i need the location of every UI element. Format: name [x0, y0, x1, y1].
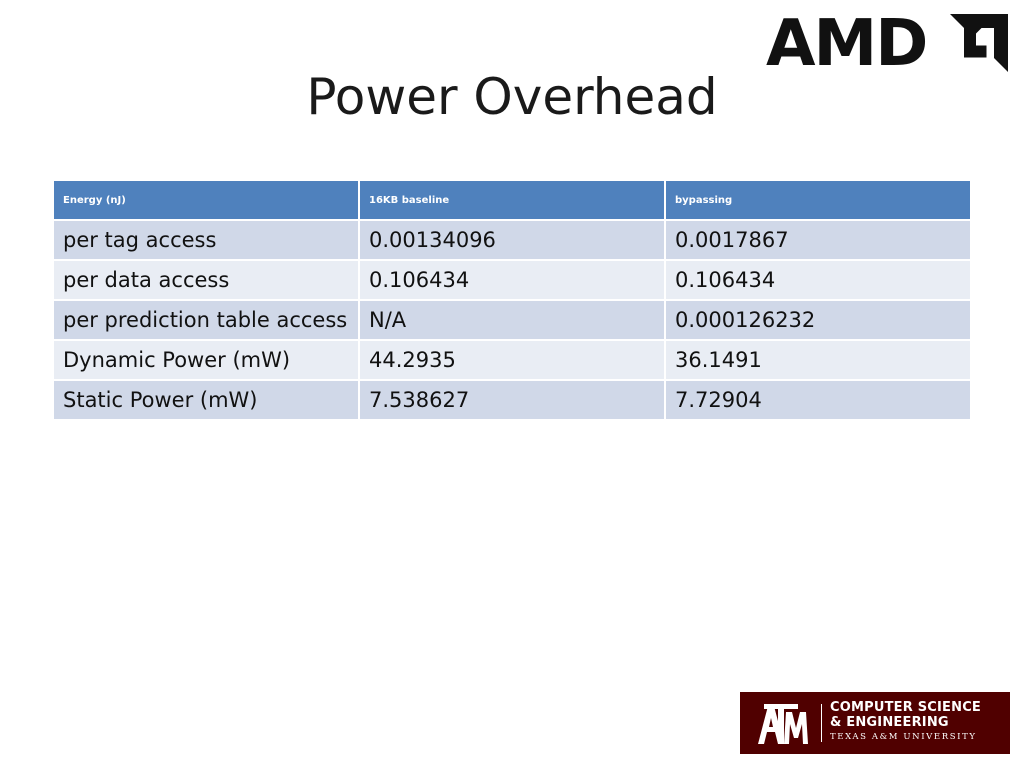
- amd-wordmark: AMD: [766, 7, 927, 81]
- logo-divider: [821, 704, 822, 742]
- row-label: Dynamic Power (mW): [53, 340, 359, 380]
- bypassing-value: 7.72904: [665, 380, 971, 420]
- table-row: [53, 300, 971, 340]
- header-cell: 16KB baseline: [359, 180, 665, 220]
- atm-icon: [750, 698, 812, 746]
- table-row: [53, 380, 971, 420]
- baseline-value: 0.106434: [359, 260, 665, 300]
- logo-line-cs: COMPUTER SCIENCE: [830, 700, 982, 715]
- baseline-value: 44.2935: [359, 340, 665, 380]
- row-label: per data access: [53, 260, 359, 300]
- slide-title: Power Overhead: [306, 68, 718, 126]
- bypassing-value: 36.1491: [665, 340, 971, 380]
- row-label: per prediction table access: [53, 300, 359, 340]
- row-label: per tag access: [53, 220, 359, 260]
- baseline-value: 0.00134096: [359, 220, 665, 260]
- bypassing-value: 0.106434: [665, 260, 971, 300]
- table-header-row: [53, 180, 971, 220]
- power-overhead-table: [52, 179, 972, 421]
- baseline-value: N/A: [359, 300, 665, 340]
- header-cell: Energy (nJ): [53, 180, 359, 220]
- bypassing-value: 0.0017867: [665, 220, 971, 260]
- bypassing-value: 0.000126232: [665, 300, 971, 340]
- table-row: [53, 220, 971, 260]
- table-row: [53, 340, 971, 380]
- header-cell: bypassing: [665, 180, 971, 220]
- tamu-cse-logo: [740, 692, 1010, 754]
- baseline-value: 7.538627: [359, 380, 665, 420]
- logo-line-university: TEXAS A&M UNIVERSITY: [830, 732, 977, 742]
- logo-line-eng: & ENGINEERING: [830, 715, 949, 730]
- row-label: Static Power (mW): [53, 380, 359, 420]
- table-row: [53, 260, 971, 300]
